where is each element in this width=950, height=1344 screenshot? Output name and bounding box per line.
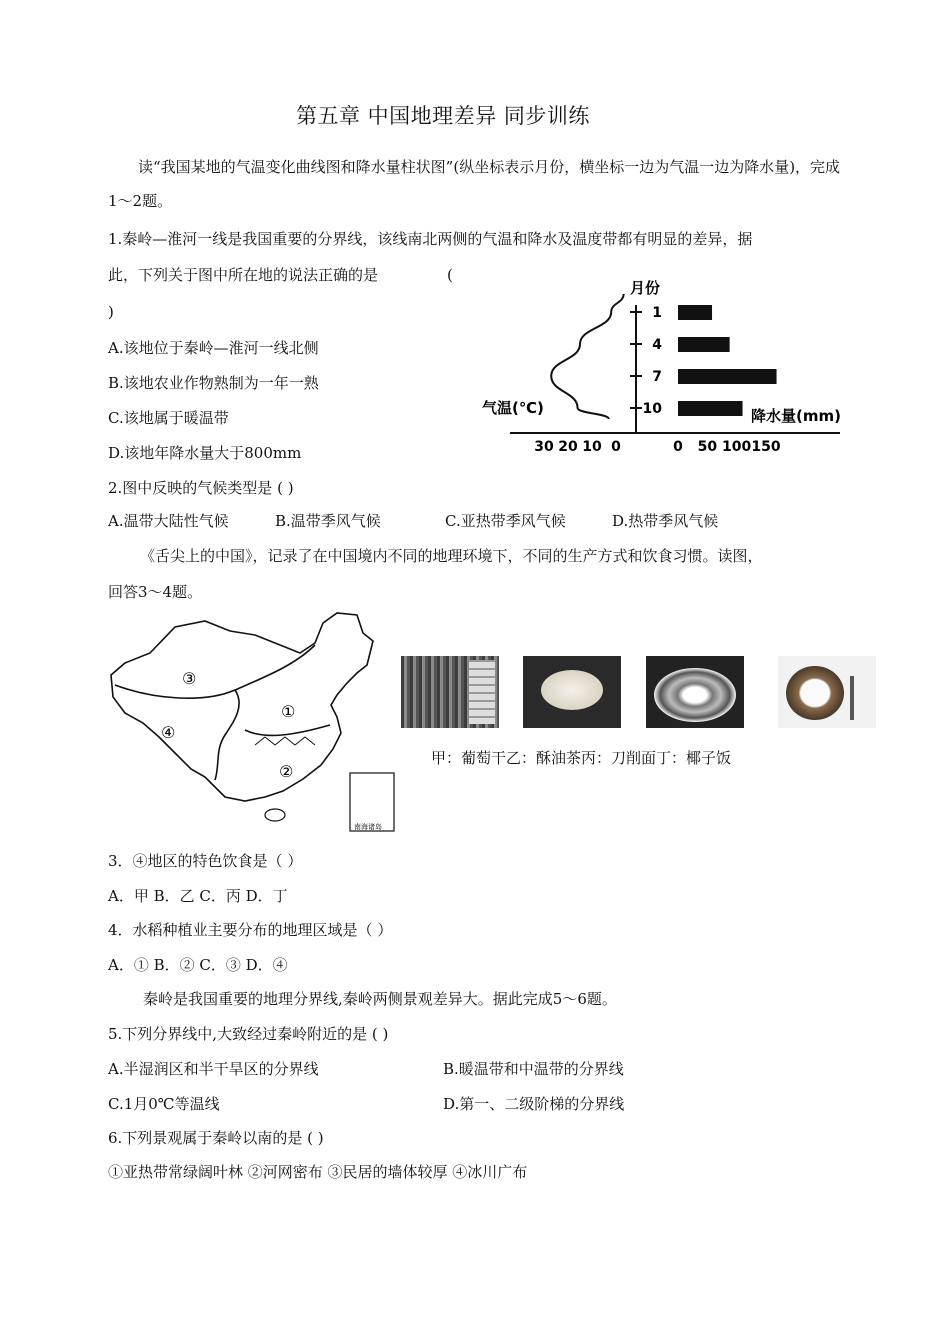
temp-tick-label: 10: [582, 439, 602, 455]
q1-paren-open: (: [447, 266, 453, 284]
temp-tick-label: 20: [558, 439, 578, 455]
photo-knife-noodles: [646, 656, 744, 728]
qinling-hatching: [255, 737, 315, 745]
q3-options: A．甲 B．乙 C．丙 D．丁: [108, 887, 288, 905]
photo-coconut-rice: [778, 656, 876, 728]
q1-option-a: A.该地位于秦岭—淮河一线北侧: [108, 339, 319, 357]
precip-bar: [678, 337, 730, 352]
q1-option-d: D.该地年降水量大于800mm: [108, 444, 302, 462]
month-label: 7: [652, 369, 662, 385]
precip-bar: [678, 305, 712, 320]
temp-tick-label: 30: [534, 439, 554, 455]
q2-option-c: C.亚热带季风气候: [445, 512, 566, 530]
q1-stem-line1: 1.秦岭—淮河一线是我国重要的分界线，该线南北两侧的气温和降水及温度带都有明显的差异，据: [108, 230, 753, 248]
q5-option-d: D.第一、二级阶梯的分界线: [443, 1095, 625, 1113]
intro-paragraph-3: 秦岭是我国重要的地理分界线,秦岭两侧景观差异大。据此完成5～6题。: [143, 990, 617, 1008]
inset-label: 南海诸岛: [354, 823, 382, 831]
region-4-label: ④: [161, 723, 176, 742]
intro-paragraph-2-line2: 回答3～4题。: [108, 583, 203, 601]
q2-option-b: B.温带季风气候: [275, 512, 381, 530]
region-2-label: ②: [279, 762, 294, 781]
boundary-line-north: [115, 645, 315, 698]
temp-axis-label: 气温(℃): [482, 399, 544, 417]
q1-option-b: B.该地农业作物熟制为一年一熟: [108, 374, 319, 392]
q5-option-b: B.暖温带和中温带的分界线: [443, 1060, 624, 1078]
photo-butter-tea: [523, 656, 621, 728]
q1-option-c: C.该地属于暖温带: [108, 409, 229, 427]
precip-tick-label: 150: [751, 439, 781, 455]
boundary-line-west: [215, 690, 239, 780]
photo-grape-drying: [401, 656, 499, 728]
q5-option-a: A.半湿润区和半干旱区的分界线: [108, 1060, 319, 1078]
q4-stem: 4．水稻种植业主要分布的地理区域是（ ）: [108, 921, 393, 939]
china-outline: [111, 613, 373, 801]
q6-items: ①亚热带常绿阔叶林 ②河网密布 ③民居的墙体较厚 ④冰川广布: [108, 1163, 528, 1181]
china-region-map: [105, 605, 405, 835]
temp-tick-label: 0: [611, 439, 621, 455]
month-axis-label: 月份: [630, 279, 661, 297]
q1-stem-line2: 此，下列关于图中所在地的说法正确的是: [108, 266, 379, 284]
boundary-line-qinling: [245, 725, 330, 735]
month-label: 1: [652, 305, 662, 321]
precip-bar: [678, 369, 777, 384]
month-label: 10: [642, 401, 662, 417]
q5-option-c: C.1月0℃等温线: [108, 1095, 220, 1113]
temperature-curve: [551, 294, 623, 419]
q3-stem: 3．④地区的特色饮食是（ ）: [108, 852, 303, 870]
q5-stem: 5.下列分界线中,大致经过秦岭附近的是 ( ): [108, 1025, 389, 1043]
precip-tick-label: 50: [697, 439, 718, 455]
region-3-label: ③: [182, 669, 197, 688]
precip-tick-label: 100: [722, 439, 752, 455]
region-1-label: ①: [281, 702, 296, 721]
climate-chart: [470, 270, 850, 460]
intro-paragraph-1: 读“我国某地的气温变化曲线图和降水量柱状图”(纵坐标表示月份，横坐标一边为气温一边为降水量)，完成1～2题。: [108, 158, 841, 210]
precip-axis-label: 降水量(mm): [751, 407, 841, 425]
q2-option-d: D.热带季风气候: [612, 512, 719, 530]
intro-paragraph-2-line1: 《舌尖上的中国》，记录了在中国境内不同的地理环境下，不同的生产方式和饮食习惯。读图，: [140, 547, 763, 565]
month-label: 4: [652, 337, 662, 353]
q6-stem: 6.下列景观属于秦岭以南的是 ( ): [108, 1129, 324, 1147]
page-title: 第五章 中国地理差异 同步训练: [296, 104, 590, 128]
precip-tick-label: 0: [673, 439, 683, 455]
precip-bar: [678, 401, 743, 416]
q4-options: A．① B．② C．③ D．④: [108, 956, 288, 974]
hainan-island: [265, 809, 285, 821]
q1-paren-close: ): [108, 303, 114, 321]
q2-stem: 2.图中反映的气候类型是 ( ): [108, 479, 294, 497]
photo-caption: 甲：葡萄干乙：酥油茶丙：刀削面丁：椰子饭: [431, 749, 732, 767]
q2-option-a: A.温带大陆性气候: [108, 512, 229, 530]
